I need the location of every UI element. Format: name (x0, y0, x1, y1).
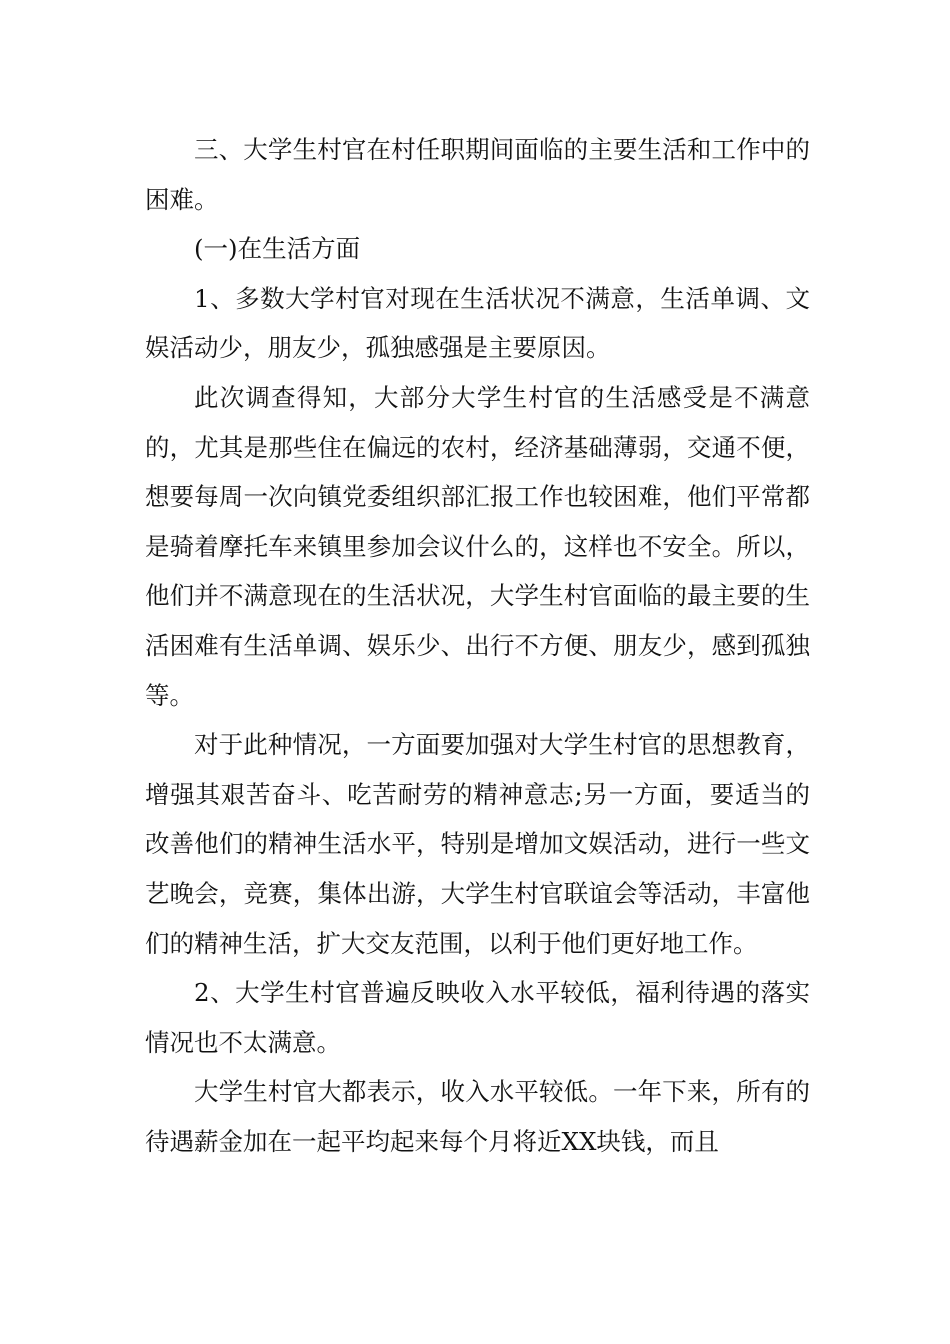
body-paragraph: 此次调查得知，大部分大学生村官的生活感受是不满意的，尤其是那些住在偏远的农村，经济基础薄弱，交通不便，想要每周一次向镇党委组织部汇报工作也较困难，他们平常都是骑着摩托车来镇里参加会议什么的，这样也不安全。所以，他们并不满意现在的生活状况，大学生村官面临的最主要的生活困难有生活单调、娱乐少、出行不方便、朋友少，感到孤独等。 (145, 382, 810, 710)
document-body (145, 125, 810, 1166)
body-paragraph: 大学生村官大都表示，收入水平较低。一年下来，所有的待遇薪金加在一起平均起来每个月将近XX块钱，而且 (145, 1077, 810, 1156)
point-heading: 1、多数大学村官对现在生活状况不满意，生活单调、文娱活动少，朋友少，孤独感强是主要原因。 (145, 283, 810, 363)
body-paragraph: 对于此种情况，一方面要加强对大学生村官的思想教育，增强其艰苦奋斗、吃苦耐劳的精神意志;另一方面，要适当的改善他们的精神生活水平，特别是增加文娱活动，进行一些文艺晚会，竞赛，集体出游，大学生村官联谊会等活动，丰富他们的精神生活，扩大交友范围，以利于他们更好地工作。 (145, 730, 810, 958)
point-heading: 2、大学生村官普遍反映收入水平较低，福利待遇的落实情况也不太满意。 (145, 978, 810, 1057)
subsection-heading: (一)在生活方面 (194, 234, 361, 264)
section-heading: 三、大学生村官在村任职期间面临的主要生活和工作中的困难。 (145, 135, 810, 214)
